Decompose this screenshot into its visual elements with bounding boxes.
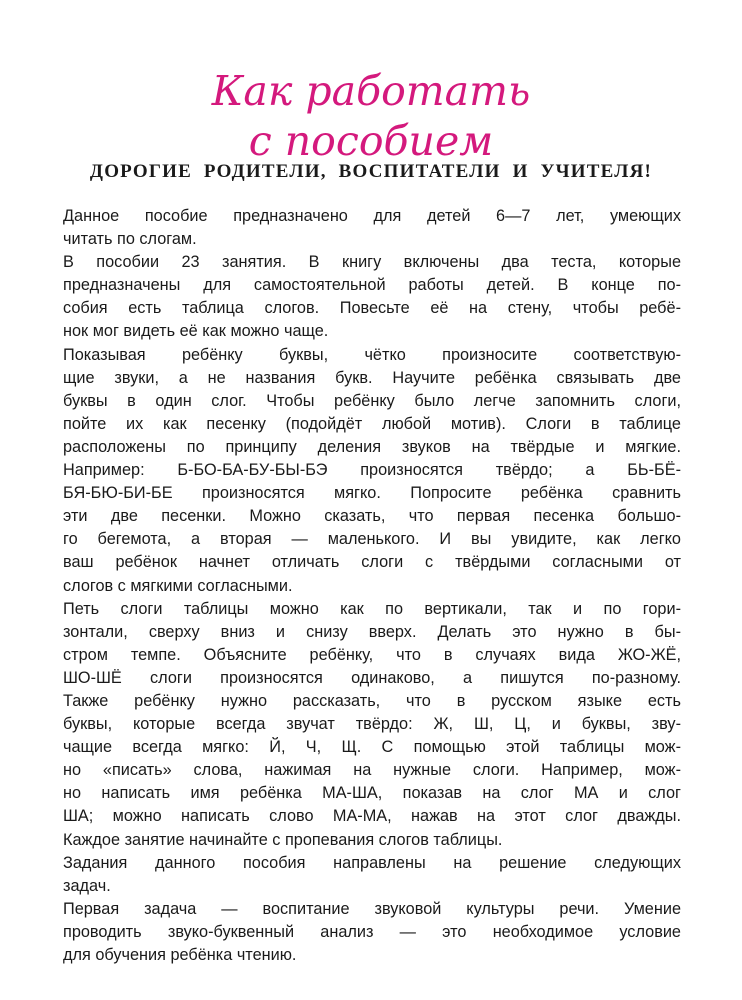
text-line: читать по слогам.	[63, 230, 197, 249]
paragraph	[63, 251, 681, 343]
text-line: Показывая ребёнку буквы, чётко произносите соответствую-	[63, 345, 681, 364]
text-line: Также ребёнку нужно рассказать, что в русском языке есть	[63, 691, 681, 710]
text-line: но «писать» слова, нажимая на нужные слоги. Например, мож-	[63, 761, 681, 780]
body-text	[63, 205, 681, 967]
text-line: пойте их как песенку (подойдёт любой мотив). Слоги в таблице	[63, 414, 681, 433]
text-line: стром темпе. Объясните ребёнку, что в случаях вида ЖО-ЖЁ,	[63, 645, 681, 664]
paragraph	[63, 344, 681, 598]
text-line: проводить звуко-буквенный анализ — это необходимое условие	[63, 922, 681, 941]
text-line: но написать имя ребёнка МА-ША, показав на слог МА и слог	[63, 784, 681, 803]
text-line: Петь слоги таблицы можно как по вертикали, так и по гори-	[63, 599, 681, 618]
text-line: Задания данного пособия направлены на решение следующих	[63, 853, 681, 872]
text-line: предназначены для самостоятельной работы детей. В конце по-	[63, 276, 681, 295]
text-line: В пособии 23 занятия. В книгу включены два теста, которые	[63, 253, 681, 272]
paragraph	[63, 898, 681, 967]
text-line: Каждое занятие начинайте с пропевания слогов таблицы.	[63, 830, 503, 849]
text-line: буквы, которые всегда звучат твёрдо: Ж, Ш, Ц, и буквы, зву-	[63, 715, 681, 734]
text-line: Данное пособие предназначено для детей 6—7 лет, умеющих	[63, 207, 681, 225]
text-line: буквы в один слог. Чтобы ребёнку было легче запомнить слоги,	[63, 391, 681, 410]
text-line: го бегемота, а вторая — маленького. И вы увидите, как легко	[63, 530, 681, 549]
text-line: зонтали, сверху вниз и снизу вверх. Делать это нужно в бы-	[63, 622, 681, 641]
text-line: расположены по принципу деления звуков на твёрдые и мягкие.	[63, 437, 681, 456]
page-title	[0, 66, 742, 166]
text-line: эти две песенки. Можно сказать, что первая песенка большо-	[63, 507, 681, 526]
text-line: нок мог видеть её как можно чаще.	[63, 322, 329, 341]
text-line: чащие всегда мягко: Й, Ч, Щ. С помощью этой таблицы мож-	[63, 738, 681, 757]
text-line: Первая задача — воспитание звуковой культуры речи. Умение	[63, 899, 681, 918]
text-line: Например: Б-БО-БА-БУ-БЫ-БЭ произносятся твёрдо; а БЬ-БЁ-	[63, 461, 681, 480]
paragraph	[63, 852, 681, 898]
text-line: щие звуки, а не названия букв. Научите ребёнка связывать две	[63, 368, 681, 387]
text-line: для обучения ребёнка чтению.	[63, 946, 297, 964]
paragraph	[63, 598, 681, 852]
text-line: собия есть таблица слогов. Повесьте её на стену, чтобы ребё-	[63, 299, 681, 318]
paragraph	[63, 205, 681, 251]
text-line: ША; можно написать слово МА-МА, нажав на этот слог дважды.	[63, 807, 681, 826]
page-subtitle: ДОРОГИЕ РОДИТЕЛИ, ВОСПИТАТЕЛИ И УЧИТЕЛЯ!	[89, 161, 653, 182]
text-line: БЯ-БЮ-БИ-БЕ произносятся мягко. Попросите ребёнка сравнить	[63, 484, 681, 503]
text-line: ШО-ШЁ слоги произносятся одинаково, а пишутся по-разному.	[63, 668, 681, 687]
page-title-line-2: с пособием	[248, 117, 494, 165]
text-line: слогов с мягкими согласными.	[63, 576, 293, 595]
text-line: ваш ребёнок начнет отличать слоги с твёрдыми согласными от	[63, 553, 681, 572]
text-line: задач.	[63, 876, 111, 895]
page-title-line-1: Как работать	[211, 67, 531, 115]
